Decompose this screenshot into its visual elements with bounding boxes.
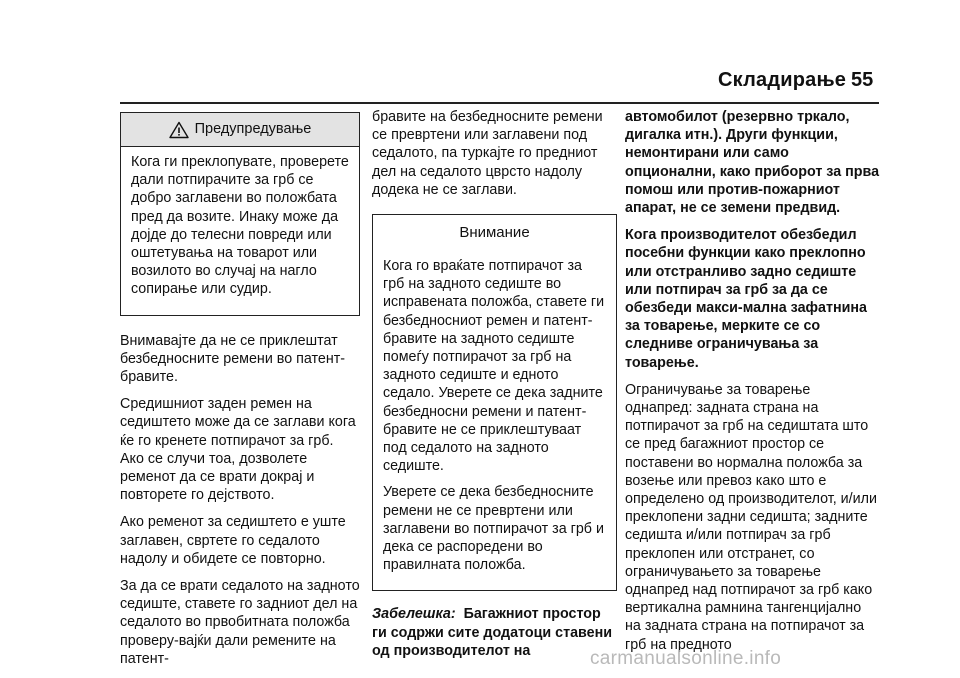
column-3 <box>625 108 880 663</box>
column-2 <box>372 108 617 669</box>
paragraph: Ако ременот за седиштето е уште заглавен, свртете го седалото надолу и обидете се повторно. <box>120 514 346 567</box>
warning-text: Кога ги преклопувате, проверете дали потпирачите за грб се добро заглавени во положбата пред да возите. Инаку може да дојде до телесни повреди или оштетувања на товарот или возилото во случај на нагло сопирање или судир. <box>131 154 349 298</box>
warning-box <box>120 112 360 316</box>
paragraph: Ограничување за товарење однапред: задната страна на потпирачот за грб на седиштата што се пред багажниот простор се поставени во нормална положба за возење или превоз како што е определено од производителот, и/или преклопени задни седишта; задните седишта и/или потпирач за грб преклопен или отстранет, со ограничувањето за товарење однапред над потпирачот за грб како вертикална рамнина тангенцијално на задната страна на потпирачот за грб на предното <box>625 381 877 653</box>
column-1 <box>120 112 360 677</box>
caution-box-title: Внимание <box>373 215 616 251</box>
caution-box <box>372 214 617 591</box>
note-paragraph <box>372 605 617 660</box>
warning-triangle-icon <box>169 121 189 139</box>
caution-text: Уверете се дека безбедносните ремени не се превртени или заглавени во потпирачот за грб и дека се распоредени во правилната положба. <box>383 484 604 574</box>
note-label: Забелешка: <box>372 606 456 623</box>
header-divider <box>120 102 879 104</box>
page-header-title: Складирање <box>718 69 847 91</box>
warning-box-body <box>121 147 359 315</box>
paragraph: Внимавајте да не се приклештат безбедносните ремени во патент-бравите. <box>120 332 346 386</box>
paragraph: бравите на безбедносните ремени се превртени или заглавени под седалото, па туркајте го предниот дел на седалото цврсто надолу додека не се заглави. <box>372 109 603 198</box>
caution-text: Кога го враќате потпирачот за грб на задното седиште во исправената положба, ставете ги безбедносниот ремен и патент-бравите на задното седиште помеѓу потпирачот за грб на задното седиште и едното седало. Уверете се дека задните безбедносни ремени и патент-бравите не се приклештуваат под седалото на задното седиште. <box>383 258 605 475</box>
paragraph: За да се врати седалото на задното седиште, ставете го задниот дел на седалото во првобитната положба проверу-вајќи дали ремените на патент- <box>120 578 360 667</box>
paragraph: автомобилот (резервно тркало, дигалка итн.). Други функции, немонтирани или само опционални, како приборот за прва помош или против-пожарниот апарат, не се земени предвид. <box>625 109 880 217</box>
paragraph: Средишниот заден ремен на седиштето може да се заглави кога ќе го кренете потпирачот за грб. Ако се случи тоа, дозволете ременот да се врати докрај и повторете го дејството. <box>120 396 356 504</box>
warning-box-title: Предупредување <box>194 121 312 138</box>
caution-box-body <box>373 251 616 590</box>
paragraph: Кога производителот обезбедил посебни функции како преклопно или отстранливо задно седиште или потпирач за грб за да се обезбеди макси-мална зафатнина за товарење, мерките се со следниве ограничувања за товарење. <box>625 227 868 371</box>
watermark: carmanualsonline.info <box>590 648 782 669</box>
note-text: Багажниот простор ги содржи сите додатоци ставени од производителот на <box>372 606 613 659</box>
warning-box-header <box>121 113 359 147</box>
page-number: 55 <box>851 69 874 91</box>
